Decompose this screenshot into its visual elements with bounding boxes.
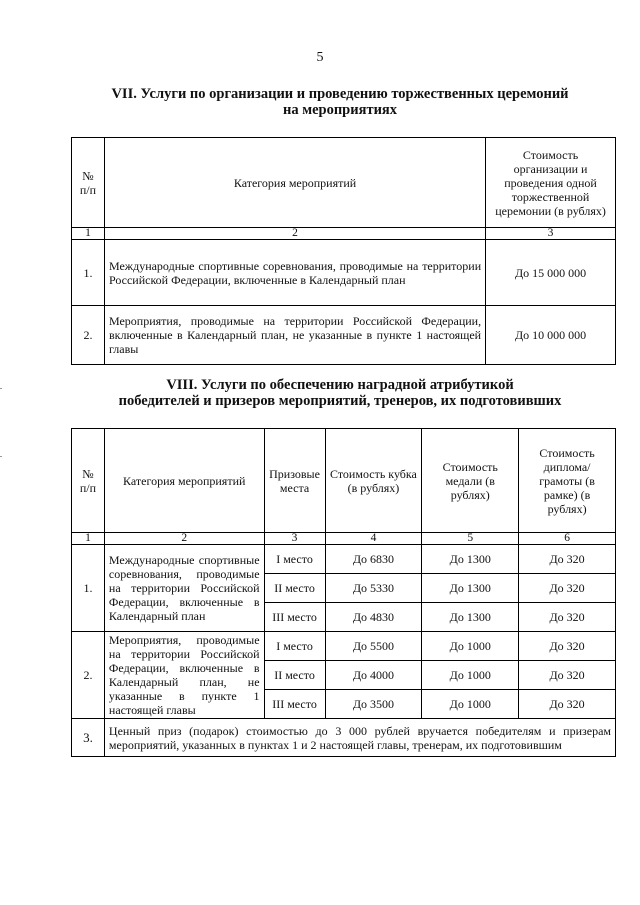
row-medal: До 1000: [422, 661, 519, 690]
row-cup: До 6830: [325, 545, 422, 574]
table-row: [72, 306, 616, 365]
column-index-row: [72, 228, 616, 240]
row-medal: До 1300: [422, 603, 519, 632]
row-place: II место: [264, 661, 325, 690]
row-num: 2.: [72, 306, 105, 365]
row-diploma: До 320: [519, 690, 616, 719]
row-cup: До 5330: [325, 574, 422, 603]
row-diploma: До 320: [519, 661, 616, 690]
row-cup: До 4000: [325, 661, 422, 690]
table-row: [72, 632, 616, 661]
row-place: I место: [264, 545, 325, 574]
page-number: 5: [316, 50, 324, 65]
row-cup: До 5500: [325, 632, 422, 661]
margin-mark: [0, 388, 2, 389]
header-category: Категория мероприятий: [104, 429, 264, 533]
prize-note: Ценный приз (подарок) стоимостью до 3 000 рублей вручается победителям и призерам мероприятий, указанных в пунктах 1 и 2 настоящей главы, тренерам, их подготовившим: [104, 719, 615, 757]
column-index: 4: [325, 533, 422, 545]
section-7-heading: [60, 86, 620, 118]
row-cup: До 3500: [325, 690, 422, 719]
table-row: [72, 545, 616, 574]
section-7-table: [71, 137, 616, 365]
row-cup: До 4830: [325, 603, 422, 632]
row-place: III место: [264, 603, 325, 632]
row-category: Международные спортивные соревнования, проводимые на территории Российской Федерации, включенные в Календарный план: [104, 240, 485, 306]
section-8-table: [71, 428, 616, 757]
table-header-row: [72, 138, 616, 228]
row-num: 3.: [72, 719, 105, 757]
row-place: II место: [264, 574, 325, 603]
column-index: 5: [422, 533, 519, 545]
group-num: 1.: [72, 545, 105, 632]
row-medal: До 1000: [422, 690, 519, 719]
section-8-title-line2: победителей и призеров мероприятий, тренеров, их подготовивших: [118, 393, 562, 409]
row-diploma: До 320: [519, 574, 616, 603]
row-category: Мероприятия, проводимые на территории Российской Федерации, включенные в Календарный план, не указанные в пункте 1 настоящей главы: [104, 306, 485, 365]
header-num: № п/п: [72, 138, 105, 228]
header-num: № п/п: [72, 429, 105, 533]
row-cost: До 15 000 000: [486, 240, 616, 306]
column-index: 1: [72, 228, 105, 240]
row-place: I место: [264, 632, 325, 661]
margin-mark: [0, 456, 2, 457]
column-index: 2: [104, 533, 264, 545]
table-header-row: [72, 429, 616, 533]
table-row: [72, 719, 616, 757]
column-index: 6: [519, 533, 616, 545]
row-cost: До 10 000 000: [486, 306, 616, 365]
header-cost: Стоимость организации и проведения одной торжественной церемонии (в рублях): [486, 138, 616, 228]
header-cup: Стоимость кубка (в рублях): [325, 429, 422, 533]
column-index: 3: [264, 533, 325, 545]
row-num: 1.: [72, 240, 105, 306]
header-place: Призовые места: [264, 429, 325, 533]
section-7-title-line2: на мероприятиях: [282, 102, 398, 118]
header-diploma: Стоимость диплома/ грамоты (в рамке) (в рублях): [519, 429, 616, 533]
row-medal: До 1300: [422, 574, 519, 603]
column-index-row: [72, 533, 616, 545]
row-medal: До 1300: [422, 545, 519, 574]
column-index: 3: [486, 228, 616, 240]
row-diploma: До 320: [519, 545, 616, 574]
row-diploma: До 320: [519, 632, 616, 661]
column-index: 2: [104, 228, 485, 240]
group-num: 2.: [72, 632, 105, 719]
row-medal: До 1000: [422, 632, 519, 661]
group-category: Международные спортивные соревнования, проводимые на территории Российской Федерации, включенные в Календарный план: [104, 545, 264, 632]
column-index: 1: [72, 533, 105, 545]
row-diploma: До 320: [519, 603, 616, 632]
row-place: III место: [264, 690, 325, 719]
table-row: [72, 240, 616, 306]
section-8-heading: [60, 377, 620, 409]
header-category: Категория мероприятий: [104, 138, 485, 228]
group-category: Мероприятия, проводимые на территории Российской Федерации, включенные в Календарный план, не указанные в пункте 1 настоящей главы: [104, 632, 264, 719]
section-7-title-line1: VII. Услуги по организации и проведению торжественных церемоний: [111, 86, 569, 102]
header-medal: Стоимость медали (в рублях): [422, 429, 519, 533]
section-8-title-line1: VIII. Услуги по обеспечению наградной атрибутикой: [166, 377, 514, 393]
